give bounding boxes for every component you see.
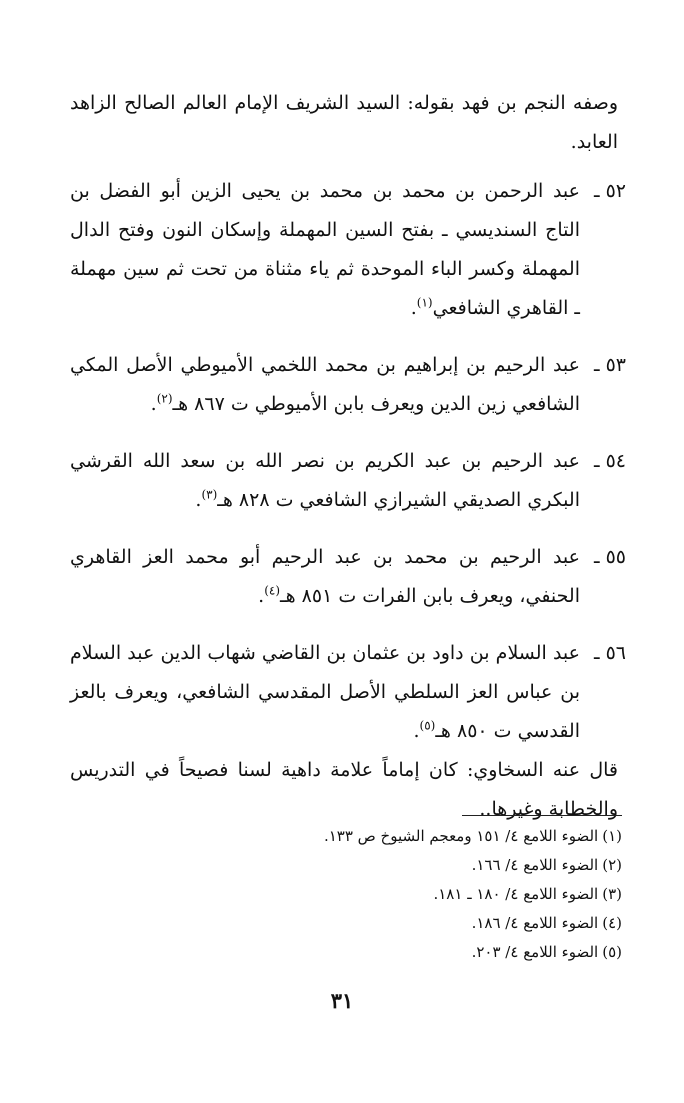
footnote-ref: (٣) xyxy=(201,487,218,502)
entry-end: . xyxy=(195,489,202,511)
entry-52 xyxy=(70,172,626,328)
footnote-item xyxy=(62,938,622,967)
entry-56 xyxy=(70,634,626,751)
footnote-ref: (٢) xyxy=(156,391,173,406)
intro-paragraph xyxy=(70,84,626,162)
footnote-item xyxy=(62,822,622,851)
entry-end: . xyxy=(150,393,157,415)
entry-number: ٥٢ ـ xyxy=(593,180,626,202)
entry-text: عبد الرحيم بن إبراهيم بن محمد اللخمي الأميوطي الأصل المكي الشافعي زين الدين ويعرف بابن الأميوطي ت ٨٦٧ هـ xyxy=(70,354,580,415)
footnote-text: الضوء اللامع ٤/ ١٦٦. xyxy=(471,856,599,874)
entry-text: عبد السلام بن داود بن عثمان بن القاضي شهاب الدين عبد السلام بن عباس العز السلطي الأصل المقدسي الشافعي، ويعرف بالعز القدسي ت ٨٥٠ هـ xyxy=(70,642,580,742)
footnote-item xyxy=(62,851,622,880)
closing-text: قال عنه السخاوي: كان إماماً علامة داهية لسنا فصيحاً في التدريس والخطابة وغيرها.. xyxy=(70,759,618,820)
footnote-ref: (٥) xyxy=(419,718,436,733)
entry-number: ٥٣ ـ xyxy=(593,354,626,376)
entry-end: . xyxy=(258,585,265,607)
footnote-number: (٢) xyxy=(602,856,622,874)
footnote-divider xyxy=(462,815,622,816)
footnote-text: الضوء اللامع ٤/ ٢٠٣. xyxy=(471,943,599,961)
closing-paragraph xyxy=(70,751,626,829)
footnote-number: (٣) xyxy=(602,885,622,903)
entry-end: . xyxy=(413,720,420,742)
footnote-item xyxy=(62,880,622,909)
footnote-ref: (٤) xyxy=(264,583,281,598)
entry-54 xyxy=(70,442,626,520)
footnote-ref: (١) xyxy=(416,295,433,310)
page-number: ٣١ xyxy=(330,988,354,1013)
footnote-item xyxy=(62,909,622,938)
entry-text: عبد الرحيم بن محمد بن عبد الرحيم أبو محمد العز القاهري الحنفي، ويعرف بابن الفرات ت ٨٥١ هـ xyxy=(70,546,580,607)
entry-number: ٥٥ ـ xyxy=(593,546,626,568)
footnote-number: (٤) xyxy=(602,914,622,932)
footnote-number: (٥) xyxy=(602,943,622,961)
footnote-text: الضوء اللامع ٤/ ١٨٠ ـ ١٨١. xyxy=(433,885,599,903)
entry-text: عبد الرحمن بن محمد بن محمد بن يحيى الزين أبو الفضل بن التاج السنديسي ـ بفتح السين المهملة وإسكان النون وفتح الدال المهملة وكسر الباء الموحدة ثم ياء مثناة من تحت ثم سين مهملة ـ القاهري الشافعي xyxy=(70,180,580,319)
footnotes xyxy=(62,822,622,967)
entry-53 xyxy=(70,346,626,424)
entry-end: . xyxy=(410,297,417,319)
footnote-text: الضوء اللامع ٤/ ١٨٦. xyxy=(471,914,599,932)
footnote-text: الضوء اللامع ٤/ ١٥١ ومعجم الشيوخ ص ١٣٣. xyxy=(323,827,599,845)
entry-text: عبد الرحيم بن عبد الكريم بن نصر الله بن سعد الله القرشي البكري الصديقي الشيرازي الشافعي ت ٨٢٨ هـ xyxy=(70,450,580,511)
main-text xyxy=(70,84,626,829)
intro-text: وصفه النجم بن فهد بقوله: السيد الشريف الإمام العالم الصالح الزاهد العابد. xyxy=(70,92,618,153)
entry-number: ٥٤ ـ xyxy=(593,450,626,472)
entry-55 xyxy=(70,538,626,616)
entry-number: ٥٦ ـ xyxy=(593,642,626,664)
footnote-number: (١) xyxy=(602,827,622,845)
